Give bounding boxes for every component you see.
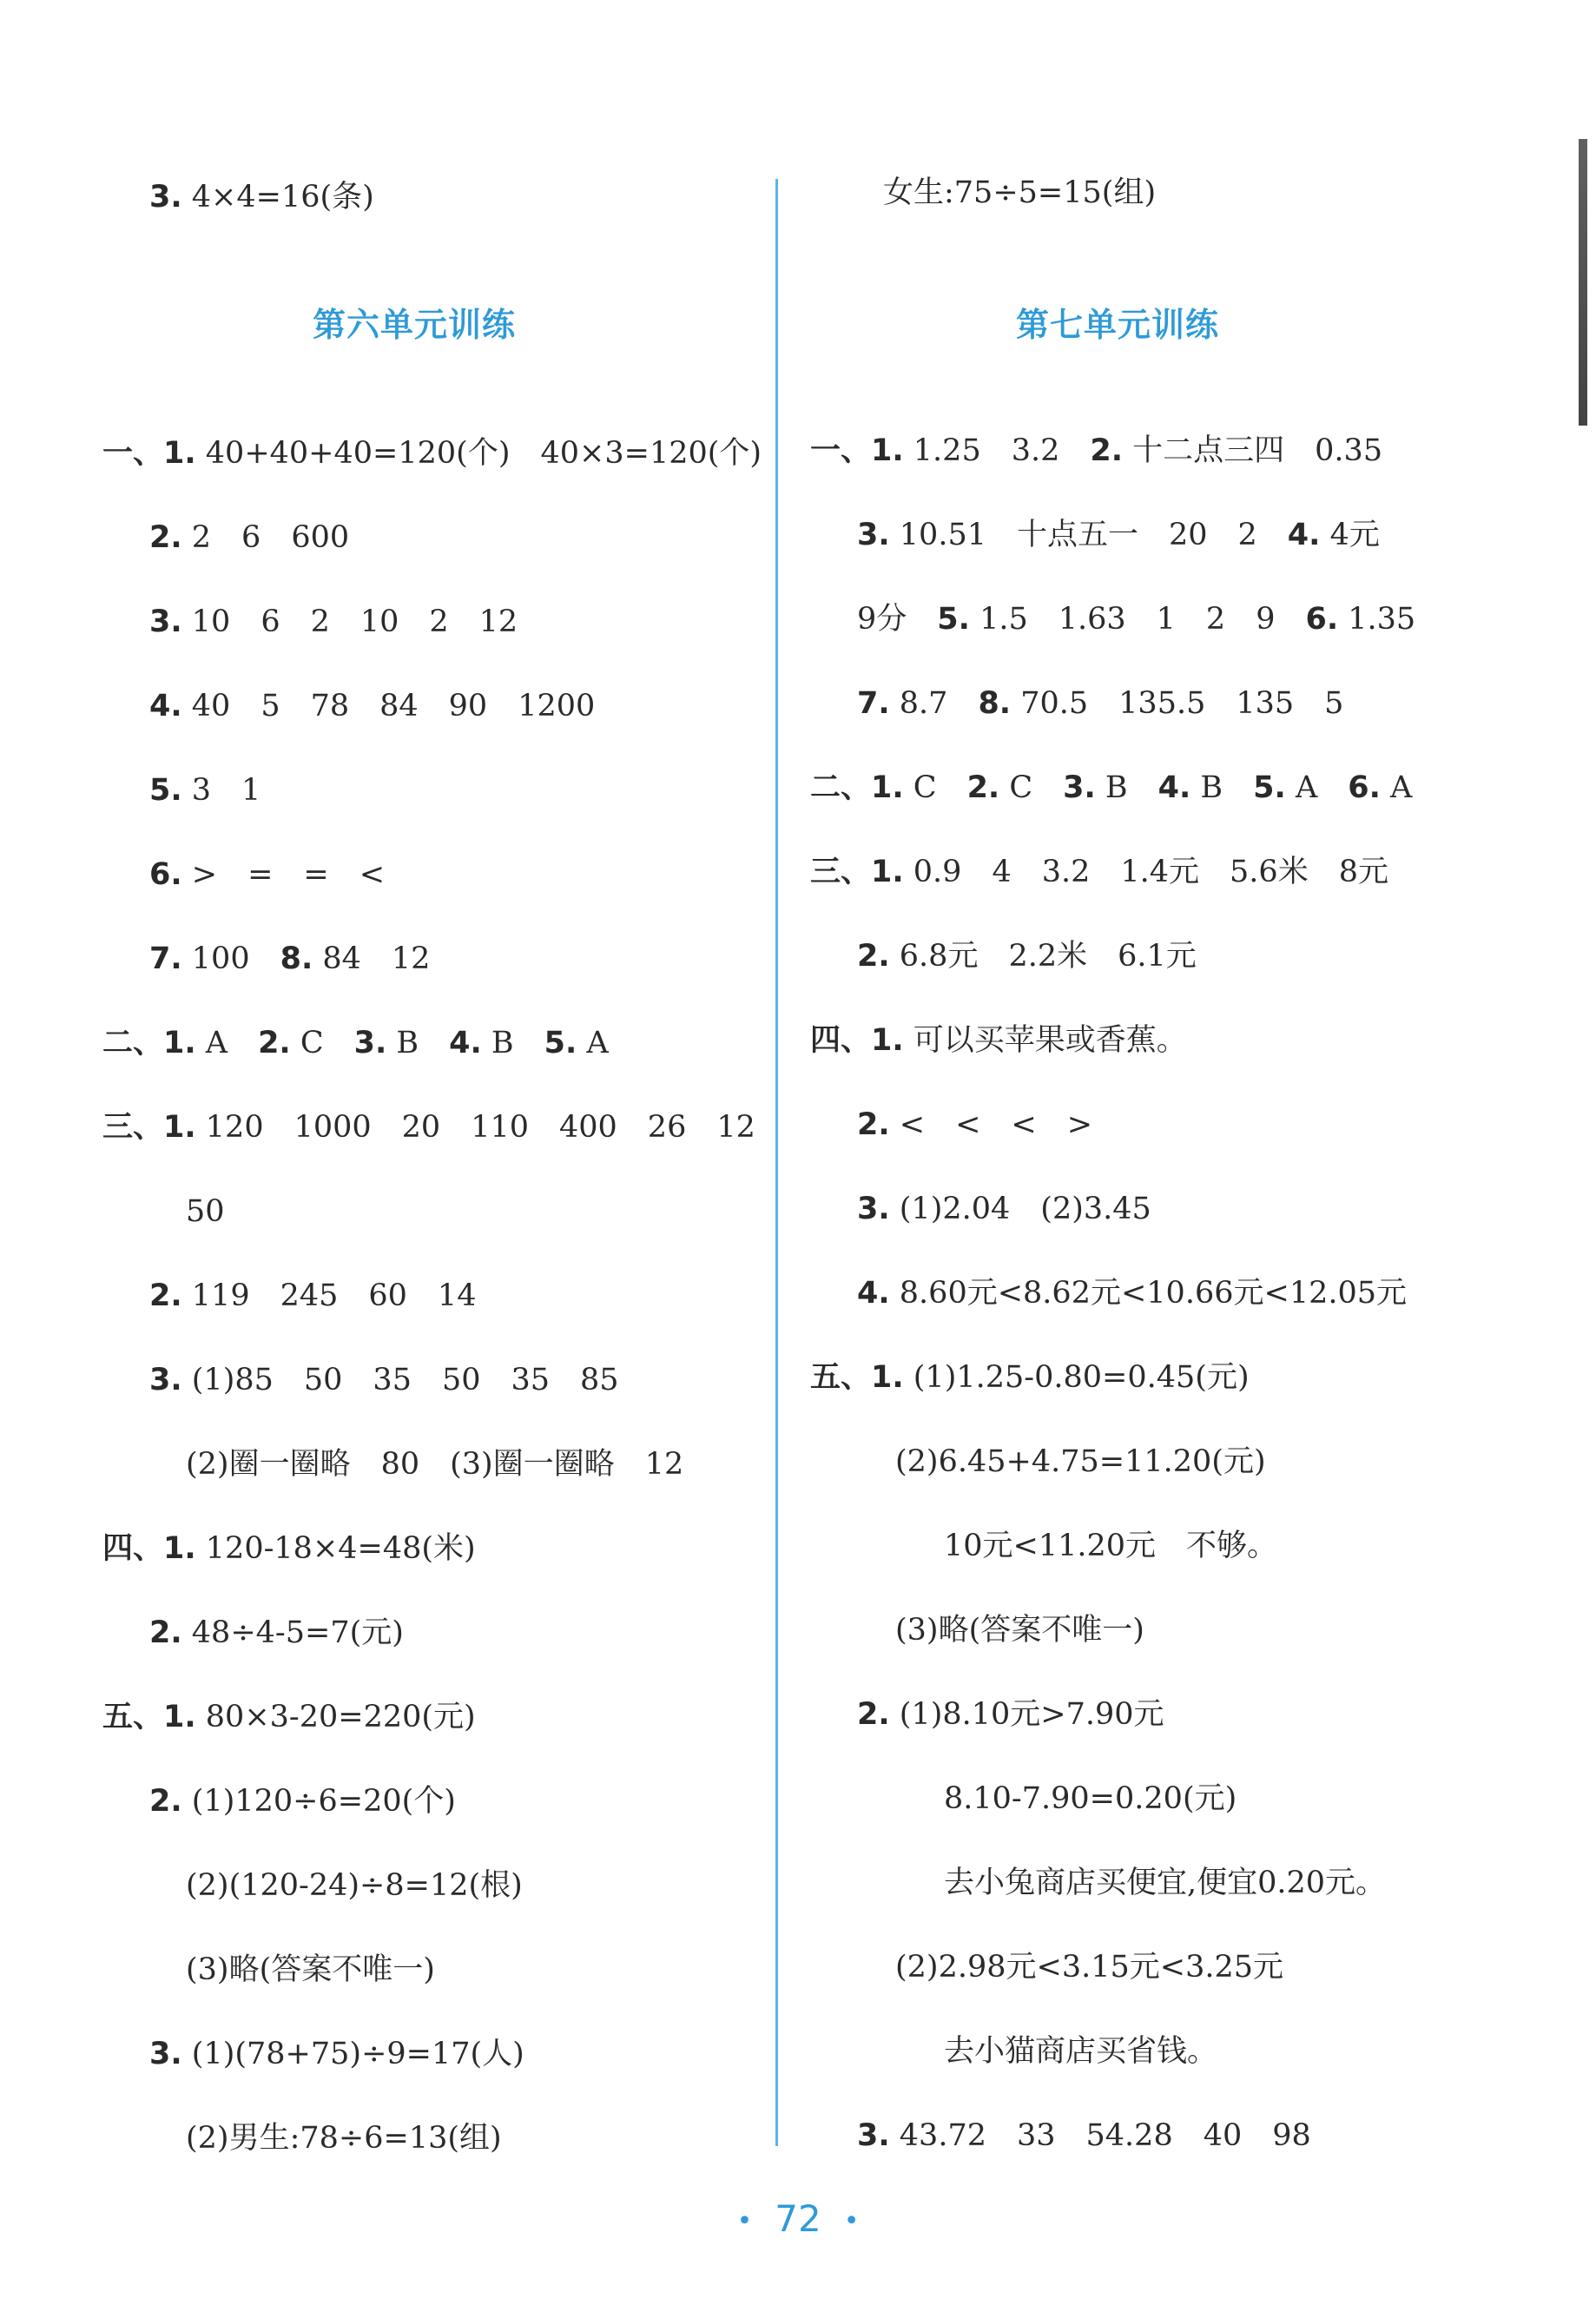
answer-text: 70.5 135.5 135 5: [1011, 686, 1344, 721]
answer-text: (1)120÷6=20(个): [181, 1784, 456, 1819]
answer-text: A: [1380, 770, 1413, 805]
question-number: 3.: [149, 1363, 182, 1397]
answer-row: [944, 2032, 1217, 2071]
question-number: 3.: [857, 1192, 890, 1226]
answer-row: [149, 1614, 404, 1652]
question-number: 2.: [258, 1026, 291, 1060]
answer-text: 十二点三四 0.35: [1123, 433, 1383, 468]
answer-row: [857, 1274, 1407, 1312]
answer-text: (2)2.98元<3.15元<3.25元: [895, 1950, 1284, 1985]
question-number: 3.: [1063, 770, 1096, 805]
answer-row: [102, 1108, 755, 1146]
question-number: 2.: [857, 939, 890, 974]
answer-text: 3 1: [181, 773, 261, 808]
question-number: 2.: [857, 1107, 890, 1142]
answer-row: [186, 2119, 502, 2157]
answer-row: [149, 687, 595, 725]
question-number: 4.: [149, 689, 182, 723]
question-number: 2.: [857, 1697, 890, 1732]
answer-text: (1)85 50 35 50 35 85: [181, 1363, 619, 1397]
question-number: 五、1.: [810, 1360, 904, 1395]
answer-row: [149, 1782, 456, 1820]
answer-row: [895, 1948, 1283, 1986]
question-number: 4.: [1157, 770, 1191, 805]
question-number: 5.: [149, 773, 182, 808]
answer-text: 120-18×4=48(米): [195, 1531, 476, 1566]
unit-six-heading: 第六单元训练: [313, 306, 517, 344]
answer-text: 50: [186, 1194, 225, 1229]
answer-text: 女生:75÷5=15(组): [883, 175, 1157, 210]
answer-text: 80×3-20=220(元): [195, 1700, 476, 1734]
answer-row: [149, 178, 374, 216]
question-number: 6.: [1305, 602, 1339, 637]
question-number: 5.: [1253, 770, 1286, 805]
answer-row: [149, 603, 518, 641]
answer-row: [810, 1358, 1250, 1397]
answer-text: (2)6.45+4.75=11.20(元): [895, 1444, 1266, 1479]
answer-row: [149, 519, 349, 557]
answer-text: B: [386, 1026, 450, 1060]
question-number: 2.: [966, 770, 1000, 805]
answer-text: 9分: [857, 602, 938, 637]
scan-edge-mark: [1579, 139, 1587, 426]
question-number: 5.: [544, 1026, 577, 1060]
answer-row: [810, 1021, 1187, 1060]
answer-row: [810, 769, 1412, 807]
answer-row: [857, 1695, 1164, 1734]
answer-text: 10元<11.20元 不够。: [944, 1529, 1278, 1563]
answer-row: [186, 1951, 435, 1989]
unit-seven-heading: 第七单元训练: [1016, 306, 1220, 344]
answer-text: C: [999, 770, 1064, 805]
question-number: 3.: [149, 2037, 182, 2071]
answer-text: 119 245 60 14: [181, 1278, 477, 1313]
question-number: 三、1.: [102, 1110, 196, 1145]
answer-row: [102, 1529, 476, 1568]
answer-text: > = = <: [181, 857, 386, 892]
answer-row: [149, 771, 261, 809]
question-number: 二、1.: [102, 1026, 196, 1060]
answer-text: 4×4=16(条): [181, 180, 374, 215]
answer-row: [857, 600, 1415, 638]
page-number-text: 72: [775, 2197, 821, 2240]
answer-row: [883, 174, 1156, 212]
answer-text: 2 6 600: [181, 520, 350, 555]
answer-text: 100: [181, 941, 280, 976]
answer-row: [857, 684, 1343, 723]
answer-text: 43.72 33 54.28 40 98: [889, 2118, 1311, 2153]
answer-text: (3)略(答案不唯一): [186, 1952, 435, 1987]
question-number: 8.: [280, 941, 313, 976]
answer-row: [102, 1698, 476, 1736]
answer-text: 去小猫商店买省钱。: [944, 2034, 1218, 2069]
question-number: 4.: [857, 1276, 890, 1311]
answer-text: B: [1095, 770, 1158, 805]
answer-text: (1)2.04 (2)3.45: [889, 1192, 1151, 1226]
answer-text: (2)男生:78÷6=13(组): [186, 2121, 502, 2156]
answer-text: 40 5 78 84 90 1200: [181, 689, 596, 723]
answer-row: [102, 1024, 609, 1062]
answer-text: (2)圈一圈略 80 (3)圈一圈略 12: [186, 1447, 684, 1482]
answer-row: [186, 1192, 225, 1231]
question-number: 5.: [937, 602, 970, 637]
page-number: [0, 2197, 1596, 2240]
page-number-dot-right: •: [843, 2206, 860, 2236]
question-number: 6.: [1348, 770, 1381, 805]
answer-text: (1)(78+75)÷9=17(人): [181, 2037, 524, 2071]
answer-text: 40+40+40=120(个) 40×3=120(个): [195, 436, 762, 471]
answer-row: [149, 1361, 619, 1399]
answer-text: A: [195, 1026, 259, 1060]
answer-text: (1)1.25-0.80=0.45(元): [903, 1360, 1250, 1395]
answer-row: [944, 1864, 1386, 1902]
answer-text: A: [1285, 770, 1349, 805]
question-number: 2.: [149, 1615, 182, 1650]
answer-row: [149, 855, 385, 894]
answer-row: [857, 2117, 1311, 2155]
answer-text: 8.7: [889, 686, 979, 721]
answer-text: 6.8元 2.2米 6.1元: [889, 939, 1197, 974]
answer-row: [186, 1445, 683, 1483]
answer-text: 1.25 3.2: [903, 433, 1091, 468]
question-number: 四、1.: [102, 1531, 196, 1566]
question-number: 8.: [978, 686, 1012, 721]
answer-row: [895, 1611, 1144, 1649]
answer-text: 0.9 4 3.2 1.4元 5.6米 8元: [903, 855, 1388, 889]
question-number: 4.: [1287, 518, 1321, 552]
answer-text: 48÷4-5=7(元): [181, 1615, 404, 1650]
answer-text: (2)(120-24)÷8=12(根): [186, 1868, 523, 1903]
question-number: 一、1.: [810, 433, 904, 468]
question-number: 4.: [449, 1026, 482, 1060]
answer-row: [810, 853, 1388, 891]
answer-row: [857, 937, 1197, 975]
answer-text: C: [290, 1026, 354, 1060]
answer-text: 8.10-7.90=0.20(元): [944, 1781, 1237, 1816]
question-number: 2.: [149, 520, 182, 555]
answer-row: [102, 434, 762, 472]
answer-row: [895, 1443, 1266, 1481]
answer-text: 84 12: [313, 941, 431, 976]
answer-text: 8.60元<8.62元<10.66元<12.05元: [889, 1276, 1408, 1311]
answer-text: < < < >: [889, 1107, 1093, 1142]
question-number: 6.: [149, 857, 182, 892]
question-number: 2.: [149, 1278, 182, 1313]
question-number: 7.: [857, 686, 890, 721]
question-number: 7.: [149, 941, 182, 976]
answer-row: [944, 1527, 1277, 1565]
answer-text: 10 6 2 10 2 12: [181, 604, 518, 639]
answer-text: 10.51 十点五一 20 2: [889, 518, 1288, 552]
answer-row: [149, 940, 430, 978]
answer-text: 可以买苹果或香蕉。: [903, 1023, 1187, 1058]
answer-text: 4元: [1320, 518, 1380, 552]
answer-row: [857, 1190, 1151, 1228]
answer-text: B: [1190, 770, 1254, 805]
page-number-dot-left: •: [736, 2206, 753, 2236]
answer-row: [810, 432, 1382, 470]
answer-row: [857, 1106, 1092, 1144]
answer-row: [186, 1866, 523, 1905]
question-number: 2.: [149, 1784, 182, 1819]
question-number: 三、1.: [810, 855, 904, 889]
answer-row: [944, 1780, 1237, 1818]
answer-text: B: [481, 1026, 544, 1060]
answer-text: C: [903, 770, 967, 805]
question-number: 二、1.: [810, 770, 904, 805]
question-number: 四、1.: [810, 1023, 904, 1058]
answer-text: 1.5 1.63 1 2 9: [969, 602, 1306, 637]
answer-text: A: [577, 1026, 609, 1060]
question-number: 3.: [857, 2118, 890, 2153]
answer-text: 1.35: [1338, 602, 1416, 637]
question-number: 一、1.: [102, 436, 196, 471]
answer-row: [149, 2035, 524, 2073]
question-number: 五、1.: [102, 1700, 196, 1734]
answer-row: [149, 1277, 476, 1315]
question-number: 3.: [149, 180, 182, 215]
answer-text: 去小兔商店买便宜,便宜0.20元。: [944, 1866, 1387, 1900]
answer-row: [857, 516, 1380, 554]
answer-text: (1)8.10元>7.90元: [889, 1697, 1164, 1732]
answer-text: (3)略(答案不唯一): [895, 1613, 1144, 1648]
question-number: 3.: [353, 1026, 387, 1060]
question-number: 3.: [149, 604, 182, 639]
question-number: 2.: [1090, 433, 1124, 468]
answer-text: 120 1000 20 110 400 26 12: [195, 1110, 755, 1145]
column-divider: [775, 179, 778, 2146]
question-number: 3.: [857, 518, 890, 552]
